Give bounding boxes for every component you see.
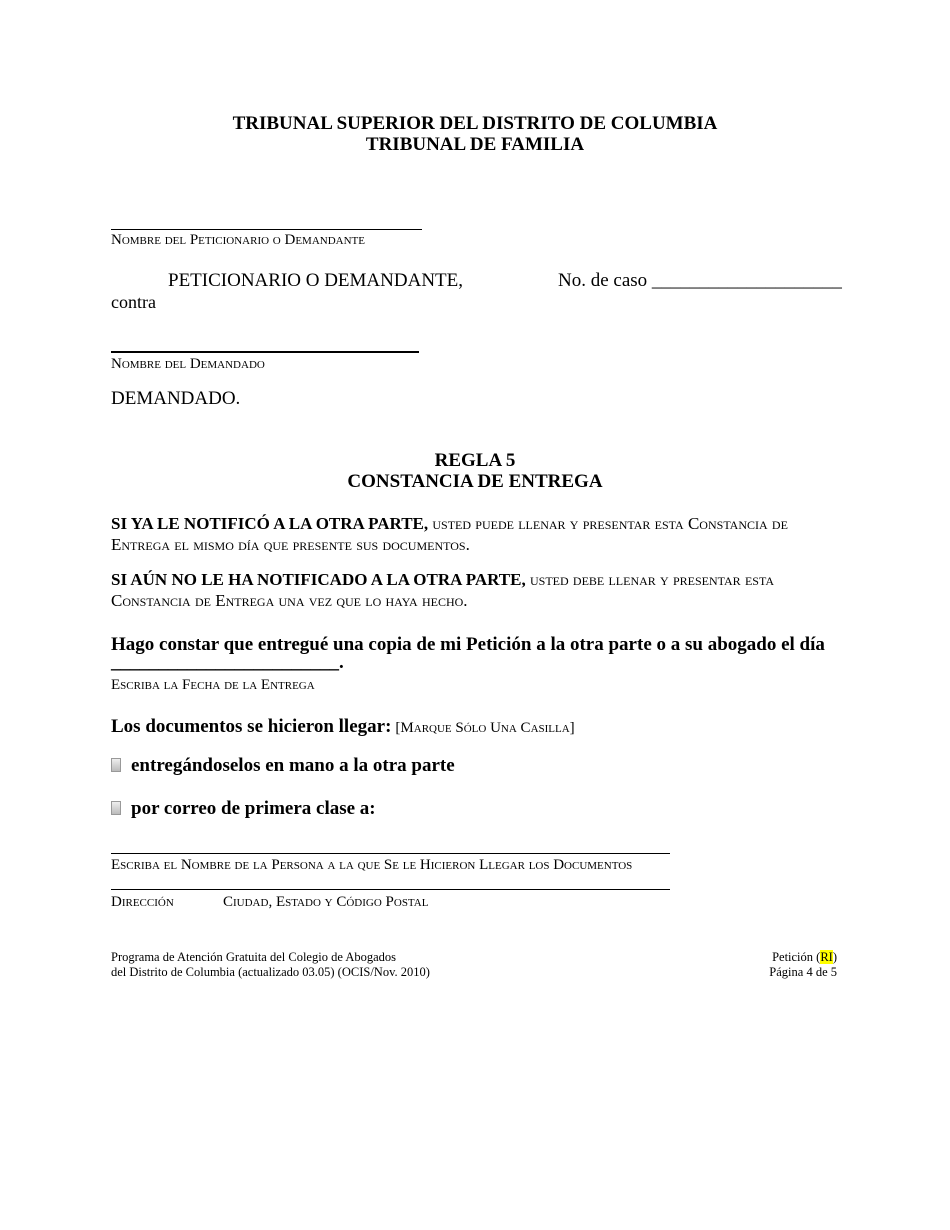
petitioner-name-label: Nombre del Peticionario o Demandante <box>111 232 365 248</box>
city-state-zip-label: Ciudad, Estado y Código Postal <box>223 894 429 910</box>
delivery-hint: [Marque Sólo Una Casilla] <box>395 720 575 736</box>
page-number: Página 4 de 5 <box>769 965 837 979</box>
checkbox-icon[interactable] <box>111 801 121 815</box>
instruction-1-line2: Entrega el mismo día que presente sus documentos. <box>111 535 470 554</box>
recipient-name-field[interactable] <box>111 853 670 854</box>
petitioner-role: PETICIONARIO O DEMANDANTE, <box>168 270 464 291</box>
instruction-2 <box>111 571 774 588</box>
address-field[interactable] <box>111 889 670 890</box>
certification-statement: Hago constar que entregué una copia de mi Petición a la otra parte o a su abogado el día <box>111 634 825 655</box>
delivery-method-heading <box>111 717 575 736</box>
delivery-date-label: Escriba la Fecha de la Entrega <box>111 677 315 693</box>
delivery-date-field[interactable]: ________________________. <box>111 652 344 673</box>
footer-program: Programa de Atención Gratuita del Colegio de Abogados <box>111 950 397 964</box>
address-label: Dirección <box>111 894 174 910</box>
footer-program-line2: del Distrito de Columbia (actualizado 03.05) (OCIS/Nov. 2010) <box>111 965 430 979</box>
option-first-class-mail[interactable] <box>111 799 376 818</box>
instruction-2-text: usted debe llenar y presentar esta <box>525 570 774 589</box>
option-label: entregándoselos en mano a la otra parte <box>131 755 455 776</box>
instruction-1-text: usted puede llenar y presentar esta Constancia de <box>428 514 788 533</box>
instruction-1-bold: SI YA LE NOTIFICÓ A LA OTRA PARTE, <box>111 514 429 533</box>
option-label: por correo de primera clase a: <box>131 798 376 819</box>
delivery-heading-text: Los documentos se hicieron llegar: <box>111 716 392 737</box>
instruction-1 <box>111 515 788 532</box>
rule-title: REGLA 5 <box>434 450 516 471</box>
form-name-prefix: Petición ( <box>772 950 821 964</box>
case-number-field[interactable]: No. de caso ____________________ <box>558 270 842 291</box>
instruction-2-bold: SI AÚN NO LE HA NOTIFICADO A LA OTRA PARTE, <box>111 570 526 589</box>
instruction-2-line2: Constancia de Entrega una vez que lo haya hecho. <box>111 591 468 610</box>
respondent-name-field[interactable] <box>111 351 419 353</box>
court-division: TRIBUNAL DE FAMILIA <box>365 134 585 155</box>
form-code: RI <box>820 950 833 964</box>
petitioner-name-field[interactable] <box>111 229 422 230</box>
respondent-role: DEMANDADO. <box>111 388 241 409</box>
court-name: TRIBUNAL SUPERIOR DEL DISTRITO DE COLUMBIA <box>232 113 718 134</box>
form-title: CONSTANCIA DE ENTREGA <box>347 471 603 492</box>
form-name-suffix: ) <box>832 950 837 964</box>
checkbox-icon[interactable] <box>111 758 121 772</box>
option-hand-delivery[interactable] <box>111 756 455 775</box>
respondent-name-label: Nombre del Demandado <box>111 356 265 372</box>
footer-form-name <box>772 951 837 964</box>
recipient-name-label: Escriba el Nombre de la Persona a la que Se le Hicieron Llegar los Documentos <box>111 857 633 873</box>
versus-text: contra <box>111 292 156 312</box>
